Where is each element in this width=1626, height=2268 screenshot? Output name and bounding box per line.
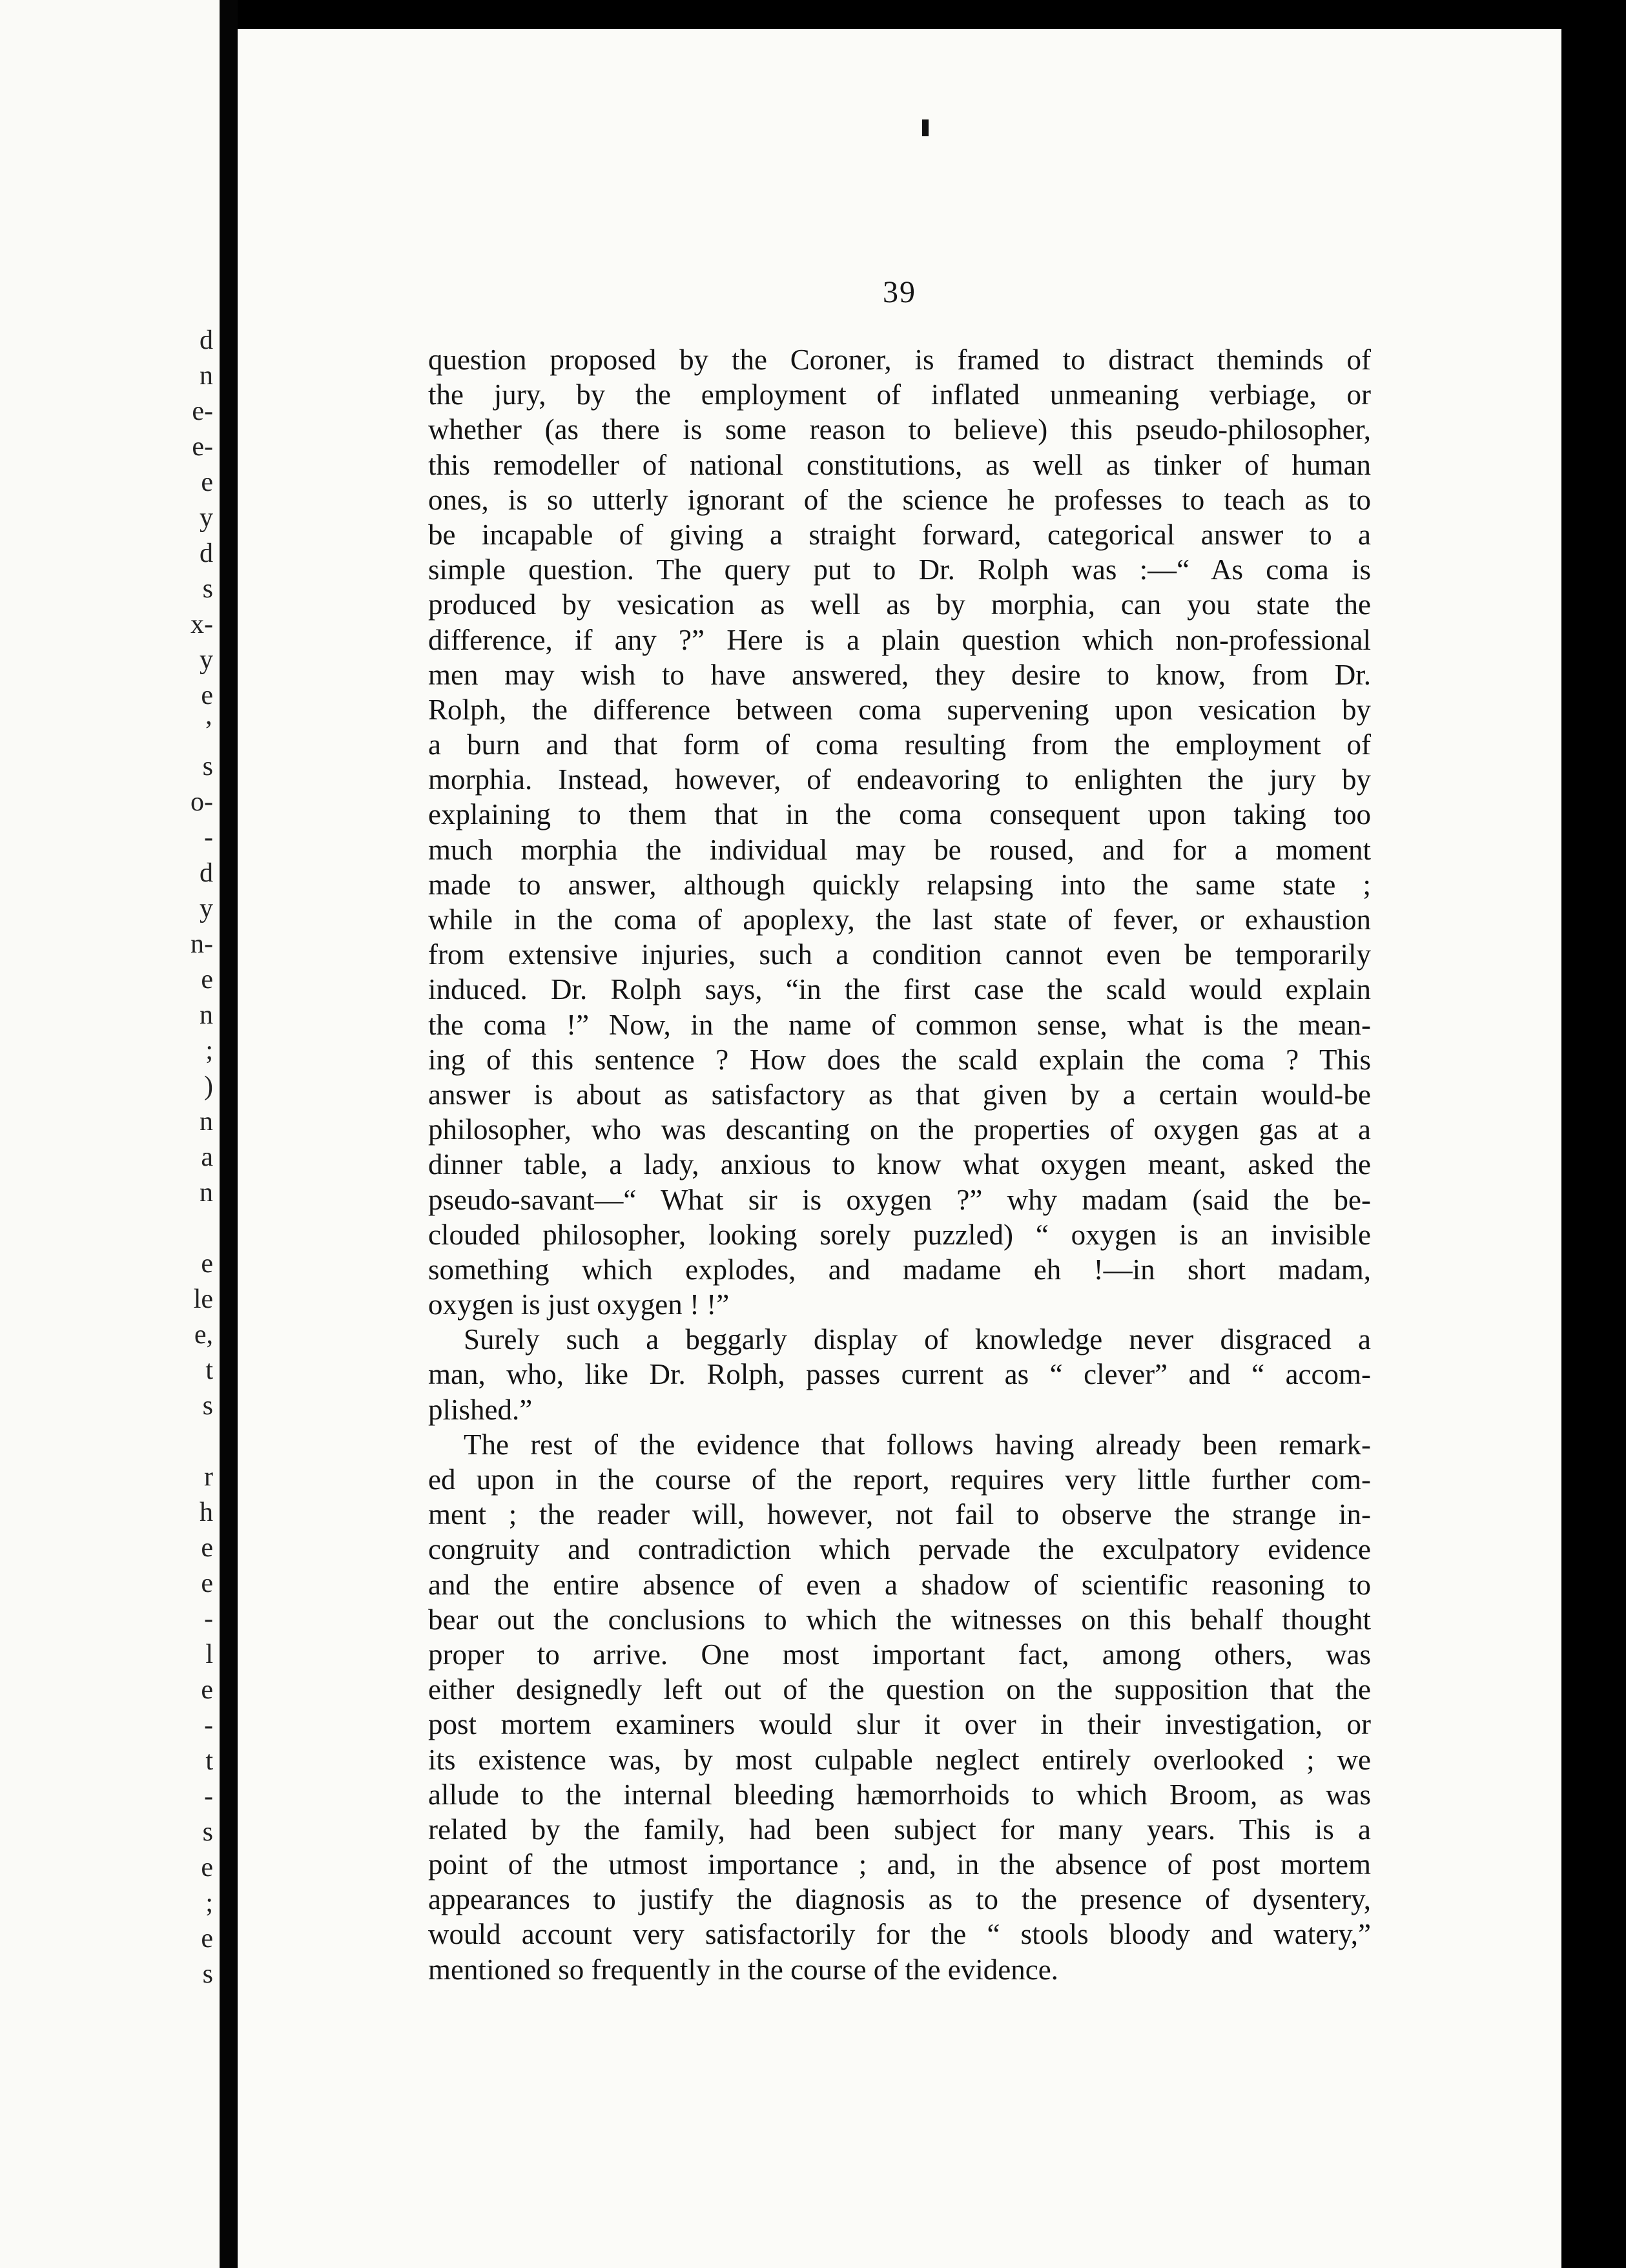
text-line: ment ; the reader will, however, not fail to observe the strange in- [428,1498,1371,1531]
text-line: dinner table, a lady, anxious to know what oxygen meant, asked the [428,1148,1371,1181]
text-line: post mortem examiners would slur it over in their investigation, or [428,1708,1371,1741]
facing-page-fragment: a [201,1142,213,1172]
facing-page-fragment: s [202,1959,213,1989]
facing-page-fragment: r [204,1462,213,1492]
text-line: point of the utmost importance ; and, in the absence of post mortem [428,1848,1371,1881]
facing-page-fragment: s [202,574,213,604]
facing-page-edge [0,0,220,2268]
text-line: bear out the conclusions to which the witnesses on this behalf thought [428,1603,1371,1636]
facing-page-fragment: n [200,1178,213,1208]
text-line: answer is about as satisfactory as that given by a certain would-be [428,1078,1371,1111]
text-line: man, who, like Dr. Rolph, passes current as “ clever” and “ accom- [428,1358,1371,1391]
text-line: The rest of the evidence that follows having already been remark- [464,1428,1371,1461]
text-line: simple question. The query put to Dr. Rolph was :—“ As coma is [428,553,1371,586]
facing-page-fragment: s [202,1391,213,1421]
facing-page-fragment: e [201,1924,213,1954]
text-line: a burn and that form of coma resulting from the employment of [428,728,1371,761]
facing-page-fragment [168,1211,213,1246]
text-line: made to answer, although quickly relapsing into the same state ; [428,868,1371,901]
scan-border-right [1561,0,1626,2268]
text-line: be incapable of giving a straight forward, categorical answer to a [428,518,1371,551]
facing-page-fragment: ; [205,1888,213,1918]
facing-page-fragment: e [201,468,213,497]
text-line: either designedly left out of the question on the supposition that the [428,1673,1371,1706]
text-line: congruity and contradiction which pervade the exculpatory evidence [428,1533,1371,1566]
text-line: Surely such a beggarly display of knowledge never disgraced a [464,1323,1371,1356]
body-text [428,342,1371,1987]
text-line: plished.” [428,1393,533,1426]
facing-page-fragment [168,1424,213,1459]
text-line: would account very satisfactorily for the “ stools bloody and watery,” [428,1918,1371,1951]
facing-page-fragment: h [200,1498,213,1527]
facing-page-fragment: y [200,503,213,533]
text-line: clouded philosopher, looking sorely puzzled) “ oxygen is an invisible [428,1218,1371,1251]
facing-page-fragment: e- [192,432,213,462]
facing-page-fragment: le [193,1284,213,1314]
text-line: while in the coma of apoplexy, the last state of fever, or exhaustion [428,903,1371,936]
facing-page-fragment: e [201,1569,213,1598]
text-line: related by the family, had been subject for many years. This is a [428,1813,1371,1846]
facing-page-fragment: e [201,1533,213,1563]
facing-page-fragment: d [200,539,213,568]
text-line: much morphia the individual may be roused, and for a moment [428,833,1371,866]
text-line: this remodeller of national constitutions, as well as tinker of human [428,448,1371,481]
facing-page-fragment: - [204,1711,213,1740]
page-gutter [220,0,238,2268]
facing-page-fragment: n [200,361,213,391]
text-line: whether (as there is some reason to believe) this pseudo-philosopher, [428,413,1371,446]
facing-page-fragment: - [204,823,213,852]
text-line: something which explodes, and madame eh !—in short madam, [428,1253,1371,1286]
facing-page-fragment: e [201,1249,213,1279]
facing-page-fragment: o- [190,787,213,817]
text-line: Rolph, the difference between coma supervening upon vesication by [428,693,1371,726]
text-line: men may wish to have answered, they desire to know, from Dr. [428,658,1371,691]
facing-page-fragment: ; [205,1036,213,1066]
text-line: proper to arrive. One most important fact, among others, was [428,1638,1371,1671]
facing-page-fragment: s [202,752,213,781]
facing-page-fragment: ’ [204,716,213,746]
text-line: oxygen is just oxygen ! !” [428,1288,730,1321]
facing-page-fragment: y [200,645,213,675]
facing-page-fragment: e [201,681,213,710]
facing-page-fragment: s [202,1817,213,1847]
text-line: morphia. Instead, however, of endeavoring to enlighten the jury by [428,763,1371,796]
facing-page-fragment: t [205,1746,213,1776]
facing-page-fragment: d [200,325,213,355]
facing-page-fragment: n [200,1000,213,1030]
facing-page-fragment: e, [194,1320,213,1350]
text-line: ing of this sentence ? How does the scald explain the coma ? This [428,1043,1371,1076]
page-number: 39 [883,275,916,309]
text-line: philosopher, who was descanting on the properties of oxygen gas at a [428,1113,1371,1146]
facing-page-fragment: e [201,965,213,995]
text-line: question proposed by the Coroner, is framed to distract theminds of [428,344,1371,376]
facing-page-fragment: y [200,894,213,923]
text-line: difference, if any ?” Here is a plain question which non-professional [428,623,1371,656]
facing-page-fragment: n [200,1107,213,1137]
printer-mark [922,119,929,136]
facing-page-fragment: - [204,1604,213,1634]
facing-page-fragment: d [200,858,213,888]
text-line: mentioned so frequently in the course of the evidence. [428,1953,1058,1986]
facing-page-fragment: x- [190,610,213,639]
text-line: from extensive injuries, such a condition cannot even be temporarily [428,938,1371,971]
text-line: appearances to justify the diagnosis as to the presence of dysentery, [428,1883,1371,1916]
text-line: ones, is so utterly ignorant of the science he professes to teach as to [428,483,1371,516]
facing-page-fragment: ) [204,1071,213,1101]
facing-page-fragment: t [205,1356,213,1385]
text-line: induced. Dr. Rolph says, “in the first case the scald would explain [428,973,1371,1006]
text-line: ed upon in the course of the report, requires very little further com- [428,1463,1371,1496]
facing-page-fragment: e [201,1675,213,1705]
book-page [238,29,1561,2268]
facing-page-fragment: e [201,1853,213,1882]
text-line: explaining to them that in the coma consequent upon taking too [428,798,1371,831]
facing-page-fragment: e- [192,397,213,426]
text-line: allude to the internal bleeding hæmorrhoids to which Broom, as was [428,1778,1371,1811]
facing-page-fragment: n- [190,929,213,959]
text-line: pseudo-savant—“ What sir is oxygen ?” why madam (said the be- [428,1183,1371,1216]
text-line: the jury, by the employment of inflated unmeaning verbiage, or [428,378,1371,411]
facing-page-fragment: l [205,1640,213,1669]
facing-page-fragments [168,323,213,1992]
text-line: the coma !” Now, in the name of common sense, what is the mean- [428,1008,1371,1041]
facing-page-fragment: - [204,1782,213,1811]
text-line: its existence was, by most culpable neglect entirely overlooked ; we [428,1743,1371,1776]
text-line: produced by vesication as well as by morphia, can you state the [428,588,1371,621]
text-line: and the entire absence of even a shadow of scientific reasoning to [428,1568,1371,1601]
